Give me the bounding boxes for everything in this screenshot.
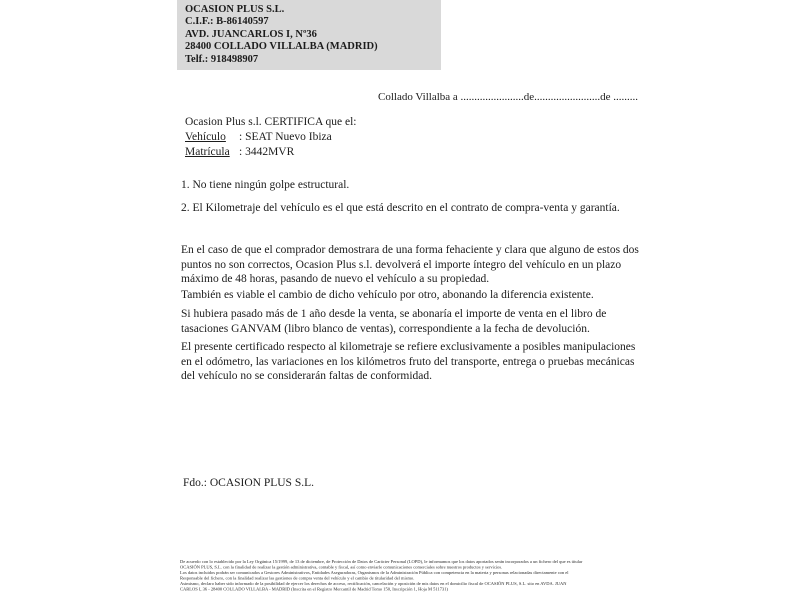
paragraph-ganvam: Si hubiera pasado más de 1 año desde la venta, se abonaría el importe de venta en el libro de tasaciones GANVAM (libro blanco de ventas), correspondiente a la fecha de devolución. <box>181 308 607 335</box>
point-1: 1. No tiene ningún golpe estructural. <box>181 179 350 191</box>
company-cif: C.I.F.: B-86140597 <box>185 16 269 28</box>
legal-line-3: Los datos incluidos podrán ser comunicados a Gestores Administrativos, Entidades Aseguradoras, Organismos de la Administración Pública con competencia en la materia y personas relacionadas directamente con el <box>180 570 569 575</box>
legal-line-1: De acuerdo con lo establecido por la Ley Orgánica 15/1999, de 13 de diciembre, de Protección de Datos de Carácter Personal (LOPD), le informamos que los datos aportados serán incorporados a un fichero del que es titular <box>180 559 583 564</box>
company-address: AVD. JUANCARLOS I, Nº36 <box>185 28 317 40</box>
certify-intro: Ocasion Plus s.l. CERTIFICA que el: <box>185 116 357 128</box>
vehicle-row <box>185 131 332 143</box>
signature-line: Fdo.: OCASION PLUS S.L. <box>183 477 314 489</box>
legal-line-4: Responsable del fichero, con la finalidad realizar las gestiones de compra venta del vehículo y el cambio de titularidad del mismo. <box>180 575 415 581</box>
company-phone: Telf.: 918498907 <box>185 53 259 65</box>
vehicle-value: : SEAT Nuevo Ibiza <box>239 131 332 143</box>
paragraph-exchange: También es viable el cambio de dicho vehículo por otro, abonando la diferencia existente. <box>181 289 594 301</box>
legal-line-2: OCASIÓN PLUS, S.L. con la finalidad de realizar la gestión administrativa, contable y fiscal, así como enviarle comunicaciones comerciales sobre nuestros productos y servicios. <box>180 564 503 570</box>
plate-row <box>185 146 294 158</box>
vehicle-label: Vehículo <box>185 131 226 143</box>
point-2: 2. El Kilometraje del vehículo es el que está descrito en el contrato de compra-venta y garantía. <box>181 202 620 214</box>
legal-line-6: CARLOS I, 36 - 28400 COLLADO VILLALBA - MADRID (Inscrita en el Registro Mercantil de Madrid Tomo 150, Inscripción 1, Hoja M 511731) <box>180 586 448 592</box>
legal-line-5: Asimismo, declaro haber sido informado de la posibilidad de ejercer los derechos de acceso, rectificación, cancelación y oposición de mis datos en el domicilio fiscal de OCASIÓN PLUS, S.L. sito en AVDA. JUAN <box>180 581 567 586</box>
legal-fine-print <box>180 559 624 592</box>
plate-label: Matrícula <box>185 146 230 158</box>
company-name: OCASION PLUS S.L. <box>185 4 285 15</box>
company-header-box <box>177 0 441 70</box>
company-city: 28400 COLLADO VILLALBA (MADRID) <box>185 41 378 53</box>
plate-value: : 3442MVR <box>239 146 295 158</box>
date-line: Collado Villalba a .......................de........................de ......... <box>378 91 639 103</box>
paragraph-odometer: El presente certificado respecto al kilometraje se refiere exclusivamente a posibles manipulaciones en el odómetro, las variaciones en los kilómetros fruto del transporte, entrega o pruebas mecánicas del vehículo no se considerarán faltas de conformidad. <box>181 341 636 382</box>
paragraph-refund: En el caso de que el comprador demostrara de una forma fehaciente y clara que alguno de estos dos puntos no son correctos, Ocasion Plus s.l. devolverá el importe íntegro del vehículo en un plazo máximo de 48 horas, pasando de nuevo el vehículo a su propiedad. <box>181 244 639 285</box>
